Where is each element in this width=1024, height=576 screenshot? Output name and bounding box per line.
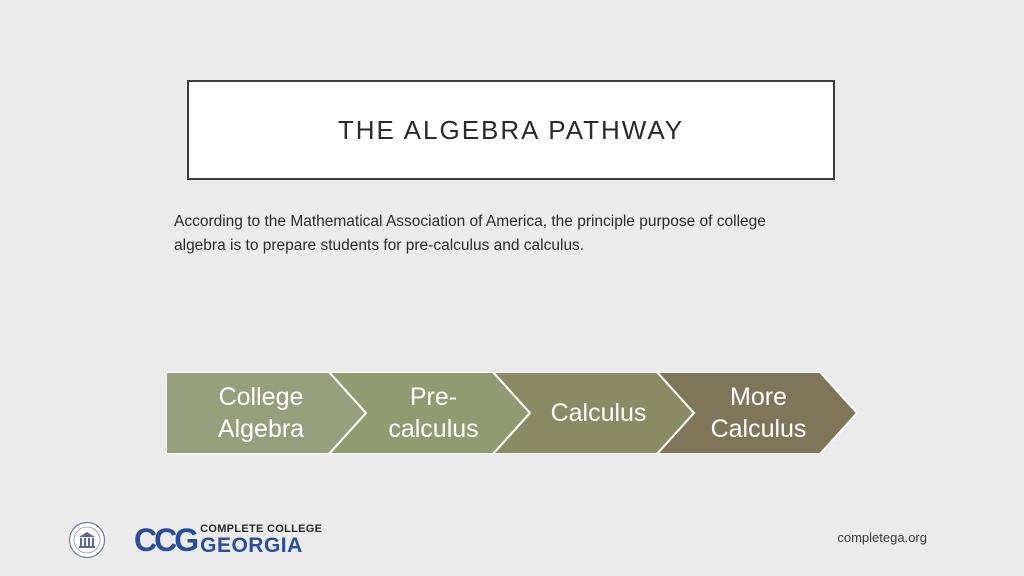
slide-body-text: According to the Mathematical Association of America, the principle purpose of college algebra is to prepare students for pre-calculus and calculus. <box>174 213 766 254</box>
step-label-calculus <box>516 372 681 454</box>
university-seal-icon <box>68 521 106 559</box>
step-line1: College <box>218 383 304 411</box>
ccg-logo-mark: CCG <box>134 522 197 558</box>
title-box <box>187 80 835 180</box>
step-line1: Pre- <box>409 383 458 411</box>
step-line2: Calculus <box>710 415 807 443</box>
footer-url: completega.org <box>837 530 927 545</box>
step-label-more-calculus <box>676 372 841 454</box>
ccg-logo-bottom: GEORGIA <box>200 534 303 557</box>
step-line2: calculus <box>388 415 479 443</box>
step-line2: Algebra <box>217 415 305 443</box>
step-label-college-algebra <box>176 372 346 454</box>
step-label-pre-calculus <box>351 372 516 454</box>
complete-college-georgia-logo <box>134 524 322 556</box>
pathway-diagram <box>166 372 858 454</box>
slide-title: THE ALGEBRA PATHWAY <box>337 114 685 145</box>
step-line1: Calculus <box>550 399 647 427</box>
ccg-logo-top: COMPLETE COLLEGE <box>200 523 323 535</box>
footer-logos <box>68 520 322 560</box>
step-line1: More <box>730 383 787 411</box>
